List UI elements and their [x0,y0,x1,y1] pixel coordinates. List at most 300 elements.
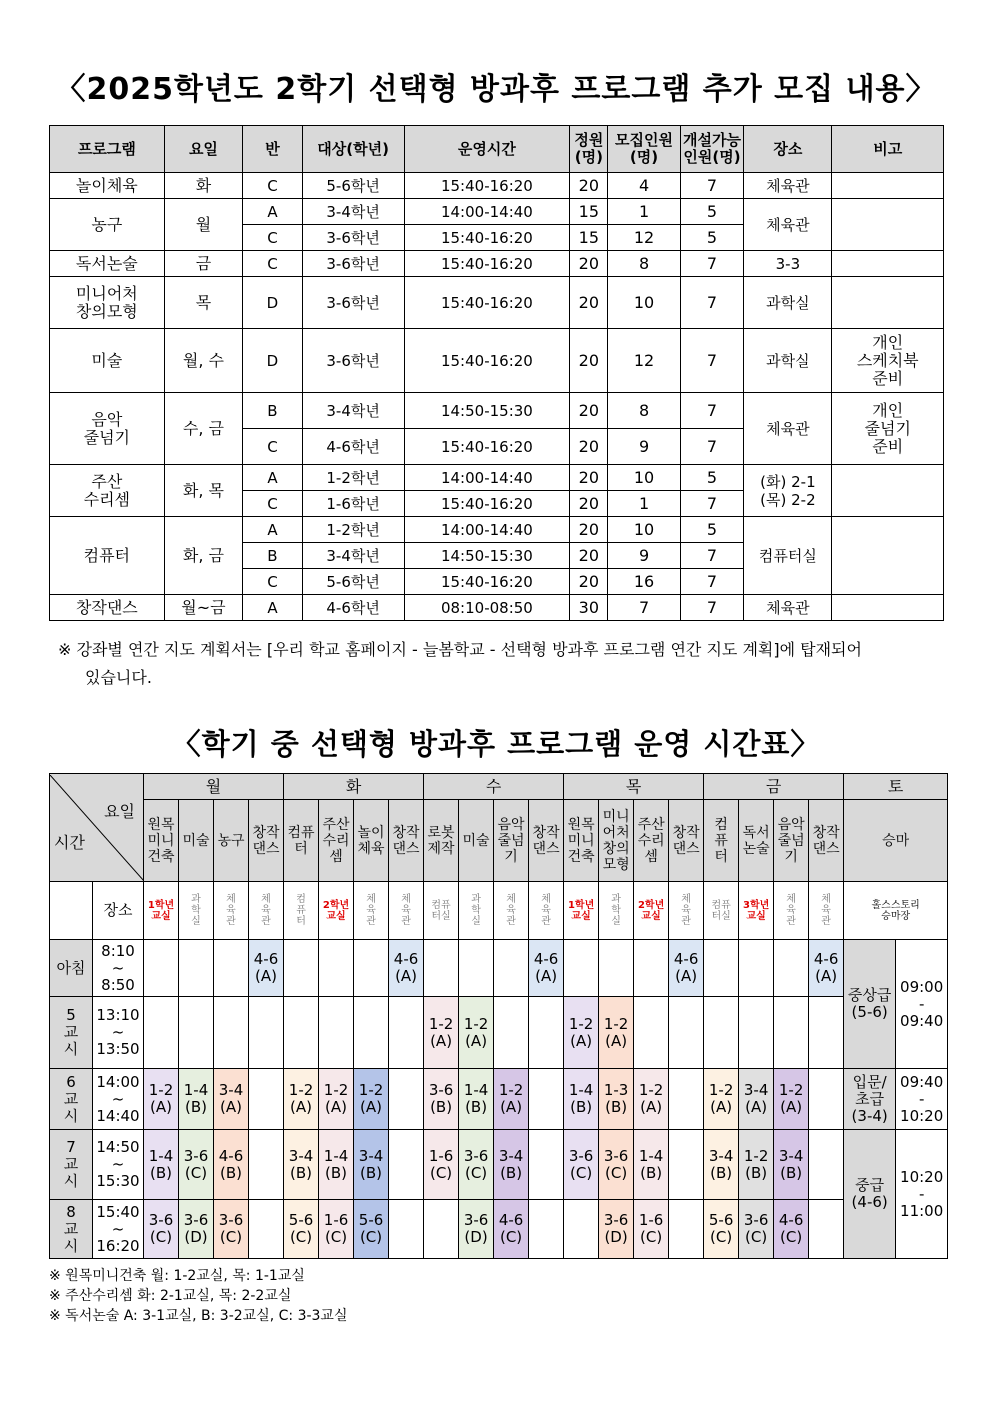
schedule-cell: 3-6 (C) [599,1130,634,1200]
schedule-cell [354,997,389,1069]
time-cell: 14:50-15:30 [404,543,570,569]
schedule-cell [494,940,529,997]
recruit-header-cell: 요일 [164,126,243,173]
saturday-time-cell: 09:40 - 10:20 [896,1069,948,1130]
capacity-cell: 15 [570,225,608,251]
schedule-cell: 3-6 (C) [179,1130,214,1200]
schedule-cell: 1-4 (B) [319,1130,354,1200]
schedule-cell [284,940,319,997]
recruit-header-cell: 비고 [832,126,944,173]
program-day-cell: 월 [164,199,243,251]
time-cell: 14:00-14:40 [404,517,570,543]
recruit-row [50,465,944,491]
schedule-cell: 3-6 (D) [179,1200,214,1259]
program-place-cell: 컴퓨 터실 [704,882,739,940]
schedule-cell [179,940,214,997]
program-header-cell: 컴퓨 터 [284,800,319,882]
schedule-cell [599,940,634,997]
min-count-cell: 7 [680,595,744,621]
schedule-cell [459,940,494,997]
class-cell: D [243,329,302,393]
saturday-level-cell: 중급 (4-6) [844,1130,896,1259]
recruit-count-cell: 1 [608,491,680,517]
recruit-count-cell: 16 [608,569,680,595]
program-name-cell: 컴퓨터 [50,517,165,595]
program-header-cell: 미니 어처 창의 모형 [599,800,634,882]
time-cell: 14:00-14:40 [404,465,570,491]
note-cell [832,517,944,595]
place-cell: (화) 2-1 (목) 2-2 [744,465,832,517]
target-cell: 1-2학년 [302,517,404,543]
schedule-cell [809,1130,844,1200]
timetable-period-row [50,1200,948,1259]
recruit-table [49,125,944,621]
schedule-cell [214,940,249,997]
recruit-count-cell: 1 [608,199,680,225]
program-name-cell: 미술 [50,329,165,393]
program-header-cell: 놀이 체육 [354,800,389,882]
program-day-cell: 금 [164,251,243,277]
program-header-cell: 창작 댄스 [529,800,564,882]
recruit-header-cell: 장소 [744,126,832,173]
period-time-cell: 13:10 ~ 13:50 [93,997,144,1069]
saturday-time-cell: 10:20 - 11:00 [896,1130,948,1259]
capacity-cell: 20 [570,543,608,569]
place-cell: 체육관 [744,173,832,199]
note-cell: 개인 줄넘기 준비 [832,393,944,465]
saturday-level-cell: 중상급 (5-6) [844,940,896,1069]
recruit-row [50,277,944,329]
recruit-header-cell: 모집인원 (명) [608,126,680,173]
schedule-cell [389,1130,424,1200]
schedule-cell: 1-4 (B) [634,1130,669,1200]
min-count-cell: 7 [680,173,744,199]
time-cell: 15:40-16:20 [404,329,570,393]
min-count-cell: 7 [680,429,744,465]
schedule-cell: 1-2 (A) [424,997,459,1069]
min-count-cell: 7 [680,329,744,393]
recruit-title: 〈2025학년도 2학기 선택형 방과후 프로그램 추가 모집 내용〉 [55,72,937,107]
period-name-cell: 아침 [50,940,93,997]
place-cell: 과학실 [744,329,832,393]
program-place-cell: 체 육 관 [774,882,809,940]
program-header-cell: 창작 댄스 [389,800,424,882]
schedule-cell [179,997,214,1069]
schedule-cell: 5-6 (C) [284,1200,319,1259]
schedule-cell [529,1130,564,1200]
recruit-header-cell: 프로그램 [50,126,165,173]
recruit-count-cell: 7 [608,595,680,621]
schedule-cell: 5-6 (C) [354,1200,389,1259]
schedule-cell [809,997,844,1069]
recruit-row [50,173,944,199]
saturday-program-cell: 승마 [844,800,948,882]
min-count-cell: 5 [680,199,744,225]
schedule-cell: 1-2 (A) [774,1069,809,1130]
schedule-cell [564,940,599,997]
schedule-cell: 1-4 (B) [179,1069,214,1130]
class-cell: C [243,251,302,277]
place-cell: 컴퓨터실 [744,517,832,595]
footnote-3: ※ 독서논술 A: 3-1교실, B: 3-2교실, C: 3-3교실 [49,1308,348,1324]
target-cell: 1-2학년 [302,465,404,491]
program-header-cell: 미술 [179,800,214,882]
timetable-place-row [50,882,948,940]
recruit-header-cell: 운영시간 [404,126,570,173]
note-cell [832,277,944,329]
program-header-cell: 음악 줄넘 기 [494,800,529,882]
schedule-cell: 3-4 (B) [704,1130,739,1200]
target-cell: 3-6학년 [302,277,404,329]
schedule-cell [774,940,809,997]
class-cell: C [243,429,302,465]
schedule-cell: 3-6 (C) [739,1200,774,1259]
schedule-cell: 3-6 (C) [564,1130,599,1200]
recruit-count-cell: 9 [608,429,680,465]
timetable-title: 〈학기 중 선택형 방과후 프로그램 운영 시간표〉 [171,727,821,761]
timetable [49,773,948,1259]
program-header-cell: 미술 [459,800,494,882]
target-cell: 4-6학년 [302,429,404,465]
schedule-cell [249,997,284,1069]
class-cell: C [243,225,302,251]
recruit-count-cell: 12 [608,329,680,393]
schedule-cell [564,1200,599,1259]
program-day-cell: 수, 금 [164,393,243,465]
schedule-cell: 3-6 (C) [459,1130,494,1200]
note-cell [832,173,944,199]
schedule-cell [529,1200,564,1259]
recruit-row [50,595,944,621]
recruit-count-cell: 10 [608,277,680,329]
schedule-cell [809,1069,844,1130]
schedule-cell: 3-6 (D) [599,1200,634,1259]
class-cell: C [243,491,302,517]
schedule-cell: 5-6 (C) [704,1200,739,1259]
program-place-cell: 2학년 교실 [319,882,354,940]
program-header-cell: 주산 수리 셈 [319,800,354,882]
recruit-row [50,199,944,225]
schedule-cell [494,997,529,1069]
recruit-row [50,251,944,277]
day-header-4: 금 [704,774,844,800]
capacity-cell: 20 [570,569,608,595]
corner-time-label: 시간 [54,832,85,852]
note-cell [832,465,944,517]
period-name-cell: 7 교 시 [50,1130,93,1200]
program-place-cell: 체 육 관 [214,882,249,940]
schedule-cell: 3-4 (A) [739,1069,774,1130]
capacity-cell: 20 [570,393,608,429]
day-header-3: 목 [564,774,704,800]
program-header-cell: 원목 미니 건축 [144,800,179,882]
class-cell: A [243,517,302,543]
time-cell: 15:40-16:20 [404,569,570,595]
program-header-cell: 독서 논술 [739,800,774,882]
schedule-cell [809,1200,844,1259]
recruit-count-cell: 9 [608,543,680,569]
recruit-count-cell: 8 [608,251,680,277]
time-cell: 15:40-16:20 [404,491,570,517]
recruit-row [50,393,944,429]
program-name-cell: 주산 수리셈 [50,465,165,517]
time-cell: 15:40-16:20 [404,173,570,199]
place-blank-cell [50,882,93,940]
program-day-cell: 월, 수 [164,329,243,393]
program-place-cell: 컴퓨 터실 [424,882,459,940]
target-cell: 3-4학년 [302,543,404,569]
min-count-cell: 7 [680,491,744,517]
schedule-cell: 3-4 (B) [774,1130,809,1200]
recruit-count-cell: 4 [608,173,680,199]
schedule-cell [144,997,179,1069]
class-cell: B [243,543,302,569]
target-cell: 5-6학년 [302,173,404,199]
schedule-cell: 1-2 (A) [564,997,599,1069]
schedule-cell: 4-6 (C) [774,1200,809,1259]
min-count-cell: 7 [680,569,744,595]
target-cell: 3-4학년 [302,393,404,429]
program-header-cell: 음악 줄넘 기 [774,800,809,882]
time-cell: 15:40-16:20 [404,277,570,329]
program-place-cell: 과 학 실 [459,882,494,940]
recruit-count-cell: 10 [608,465,680,491]
program-place-cell: 체 육 관 [494,882,529,940]
period-time-cell: 14:50 ~ 15:30 [93,1130,144,1200]
day-header-5: 토 [844,774,948,800]
period-name-cell: 5 교 시 [50,997,93,1069]
schedule-cell [354,940,389,997]
schedule-cell: 1-2 (A) [494,1069,529,1130]
schedule-cell [634,940,669,997]
capacity-cell: 20 [570,429,608,465]
place-cell: 3-3 [744,251,832,277]
program-day-cell: 화, 금 [164,517,243,595]
timetable-period-row [50,1130,948,1200]
place-cell: 체육관 [744,595,832,621]
schedule-cell: 1-6 (C) [319,1200,354,1259]
program-day-cell: 목 [164,277,243,329]
capacity-cell: 30 [570,595,608,621]
schedule-cell [389,1200,424,1259]
schedule-cell [529,1069,564,1130]
program-name-cell: 창작댄스 [50,595,165,621]
program-place-cell: 체 육 관 [809,882,844,940]
min-count-cell: 5 [680,225,744,251]
timetable-program-row [50,800,948,882]
schedule-cell: 1-2 (A) [704,1069,739,1130]
schedule-cell [214,997,249,1069]
capacity-cell: 20 [570,329,608,393]
schedule-cell: 1-2 (A) [284,1069,319,1130]
schedule-cell [424,940,459,997]
time-cell: 15:40-16:20 [404,225,570,251]
program-place-cell: 1학년 교실 [144,882,179,940]
schedule-cell: 4-6 (C) [494,1200,529,1259]
period-time-cell: 14:00 ~ 14:40 [93,1069,144,1130]
schedule-cell: 4-6 (A) [389,940,424,997]
target-cell: 5-6학년 [302,569,404,595]
program-place-cell: 과 학 실 [179,882,214,940]
recruit-count-cell: 10 [608,517,680,543]
schedule-cell [669,1069,704,1130]
note-cell: 개인 스케치북 준비 [832,329,944,393]
program-header-cell: 로봇 제작 [424,800,459,882]
time-cell: 08:10-08:50 [404,595,570,621]
schedule-cell [669,997,704,1069]
schedule-cell: 3-6 (C) [144,1200,179,1259]
schedule-cell: 3-4 (B) [284,1130,319,1200]
schedule-cell: 3-6 (D) [459,1200,494,1259]
program-header-cell: 창작 댄스 [669,800,704,882]
schedule-cell [634,997,669,1069]
place-cell: 체육관 [744,199,832,251]
note-cell [832,199,944,251]
target-cell: 3-6학년 [302,225,404,251]
recruit-count-cell: 8 [608,393,680,429]
recruit-header-row [50,126,944,173]
recruit-header-cell: 개설가능 인원(명) [680,126,744,173]
program-header-cell: 컴 퓨 터 [704,800,739,882]
schedule-cell [669,1130,704,1200]
schedule-cell: 3-6 (B) [424,1069,459,1130]
program-name-cell: 놀이체육 [50,173,165,199]
schedule-cell: 1-2 (A) [459,997,494,1069]
schedule-cell: 1-2 (A) [319,1069,354,1130]
schedule-cell: 4-6 (A) [809,940,844,997]
schedule-cell [284,997,319,1069]
timetable-corner [50,774,144,882]
recruit-row [50,517,944,543]
recruit-note-line2: 있습니다. [85,668,152,687]
schedule-cell: 1-2 (A) [144,1069,179,1130]
day-header-2: 수 [424,774,564,800]
capacity-cell: 20 [570,277,608,329]
schedule-cell [249,1069,284,1130]
program-place-cell: 체 육 관 [669,882,704,940]
program-name-cell: 독서논술 [50,251,165,277]
note-cell [832,251,944,277]
recruit-row [50,329,944,393]
recruit-note-line1: ※ 강좌별 연간 지도 계획서는 [우리 학교 홈페이지 - 늘봄학교 - 선택형 방과후 프로그램 연간 지도 계획]에 탑재되어 [58,640,862,659]
schedule-cell [319,940,354,997]
schedule-cell [739,940,774,997]
schedule-cell [389,1069,424,1130]
place-label-cell: 장소 [93,882,144,940]
program-header-cell: 창작 댄스 [809,800,844,882]
recruit-note [58,636,948,692]
program-day-cell: 화 [164,173,243,199]
recruit-header-cell: 대상(학년) [302,126,404,173]
period-time-cell: 8:10 ~ 8:50 [93,940,144,997]
schedule-cell [144,940,179,997]
program-place-cell: 체 육 관 [249,882,284,940]
period-time-cell: 15:40 ~ 16:20 [93,1200,144,1259]
program-header-cell: 농구 [214,800,249,882]
schedule-cell: 3-6 (C) [214,1200,249,1259]
schedule-cell [669,1200,704,1259]
schedule-cell: 4-6 (A) [249,940,284,997]
schedule-cell: 1-6 (C) [424,1130,459,1200]
timetable-period-row [50,1069,948,1130]
place-cell: 과학실 [744,277,832,329]
schedule-cell: 1-4 (B) [564,1069,599,1130]
capacity-cell: 20 [570,517,608,543]
time-cell: 15:40-16:20 [404,429,570,465]
program-place-cell: 체 육 관 [354,882,389,940]
program-place-cell: 3학년 교실 [739,882,774,940]
schedule-cell: 1-2 (A) [354,1069,389,1130]
schedule-cell [529,997,564,1069]
note-cell [832,595,944,621]
day-header-0: 월 [144,774,284,800]
footnote-1: ※ 원목미니건축 월: 1-2교실, 목: 1-1교실 [49,1268,305,1284]
schedule-cell [424,1200,459,1259]
target-cell: 4-6학년 [302,595,404,621]
schedule-cell: 1-2 (A) [599,997,634,1069]
program-place-cell: 2학년 교실 [634,882,669,940]
recruit-count-cell: 12 [608,225,680,251]
program-place-cell: 체 육 관 [529,882,564,940]
capacity-cell: 20 [570,465,608,491]
program-place-cell: 과 학 실 [599,882,634,940]
min-count-cell: 5 [680,517,744,543]
saturday-place-cell: 홀스스토리 승마장 [844,882,948,940]
corner-day-label: 요일 [104,801,135,821]
schedule-cell: 1-4 (B) [144,1130,179,1200]
schedule-cell [249,1130,284,1200]
capacity-cell: 15 [570,199,608,225]
schedule-cell: 4-6 (B) [214,1130,249,1200]
min-count-cell: 7 [680,251,744,277]
class-cell: A [243,199,302,225]
corner-diagonal [50,775,144,881]
schedule-cell [319,997,354,1069]
schedule-cell: 3-4 (B) [354,1130,389,1200]
footnote-2: ※ 주산수리셈 화: 2-1교실, 목: 2-2교실 [49,1288,292,1304]
min-count-cell: 7 [680,393,744,429]
capacity-cell: 20 [570,251,608,277]
target-cell: 3-6학년 [302,329,404,393]
place-cell: 체육관 [744,393,832,465]
recruit-header-cell: 정원 (명) [570,126,608,173]
target-cell: 3-4학년 [302,199,404,225]
class-cell: B [243,393,302,429]
period-name-cell: 6 교 시 [50,1069,93,1130]
class-cell: A [243,465,302,491]
class-cell: C [243,173,302,199]
schedule-cell [704,997,739,1069]
schedule-cell: 1-6 (C) [634,1200,669,1259]
program-place-cell: 체 육 관 [389,882,424,940]
saturday-time-cell: 09:00 - 09:40 [896,940,948,1069]
time-cell: 14:50-15:30 [404,393,570,429]
capacity-cell: 20 [570,491,608,517]
program-name-cell: 음악 줄넘기 [50,393,165,465]
class-cell: C [243,569,302,595]
program-place-cell: 1학년 교실 [564,882,599,940]
target-cell: 3-6학년 [302,251,404,277]
target-cell: 1-6학년 [302,491,404,517]
schedule-cell: 1-2 (B) [739,1130,774,1200]
saturday-level-cell: 입문/ 초급 (3-4) [844,1069,896,1130]
schedule-cell: 3-4 (A) [214,1069,249,1130]
period-name-cell: 8 교 시 [50,1200,93,1259]
min-count-cell: 7 [680,543,744,569]
schedule-cell [389,997,424,1069]
program-name-cell: 미니어처 창의모형 [50,277,165,329]
schedule-cell [249,1200,284,1259]
